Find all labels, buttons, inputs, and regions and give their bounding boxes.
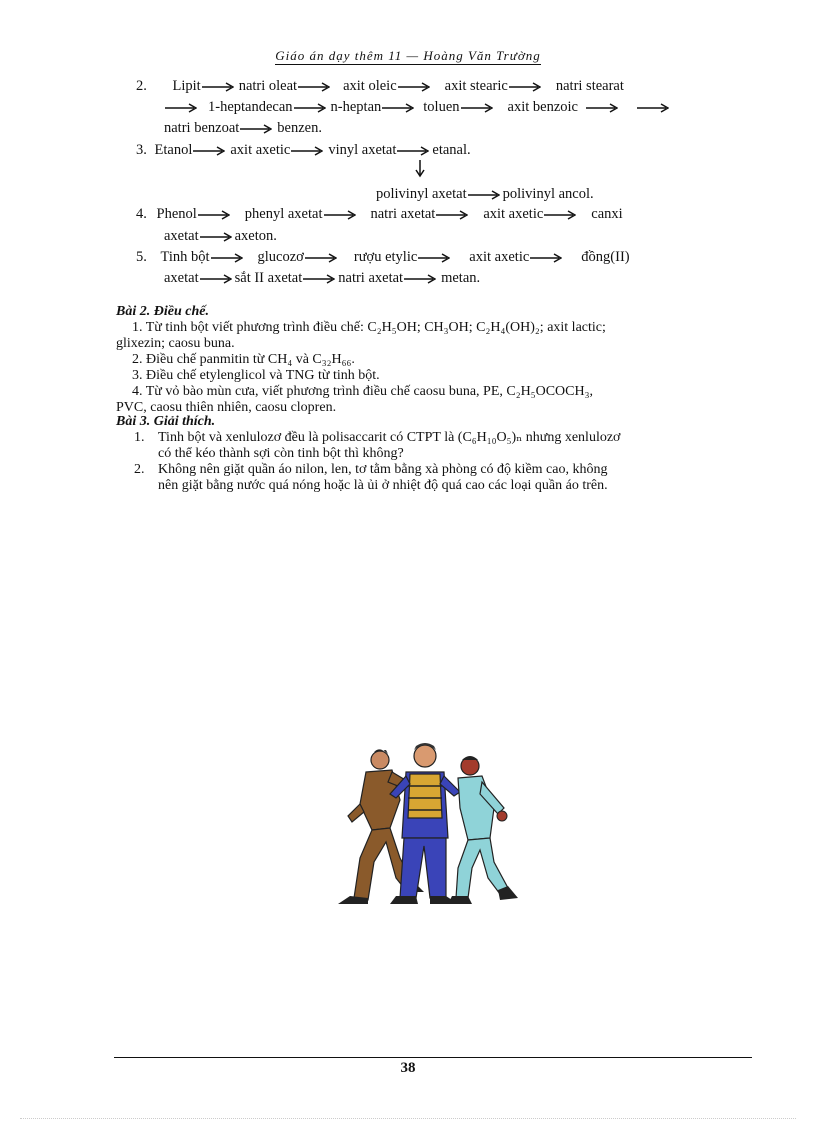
arrow-right-icon [200, 232, 232, 242]
arrow-right-icon [303, 274, 335, 284]
arrow-right-icon [436, 210, 468, 220]
bai3-item-2-number: 2. [134, 462, 145, 477]
bai2-item-1-cont: glixezin; caosu buna. [116, 336, 235, 351]
arrow-right-icon [298, 82, 330, 92]
bai3-item-2: Không nên giặt quần áo nilon, len, tơ tằm bằng xà phòng có độ kiềm cao, không [158, 462, 608, 477]
arrow-right-icon [418, 253, 450, 263]
arrow-right-icon [193, 146, 225, 156]
bai3-item-1-cont: có thể kéo thành sợi còn tinh bột thì không? [158, 446, 404, 461]
arrow-right-icon [294, 103, 326, 113]
arrow-right-icon [461, 103, 493, 113]
three-businessmen-clipart [330, 738, 520, 908]
item-number: 4. [136, 206, 147, 222]
arrow-right-icon [382, 103, 414, 113]
arrow-right-icon [544, 210, 576, 220]
item-number: 5. [136, 249, 147, 265]
arrow-right-icon [200, 274, 232, 284]
section-title-bai2: Bài 2. Điều chế. [116, 304, 209, 319]
bai2-item-2: 2. Điều chế panmitin từ CH₄ và C₃₂H₆₆. [132, 352, 355, 367]
arrow-right-icon [398, 82, 430, 92]
arrow-right-icon [397, 146, 429, 156]
arrow-down-icon [414, 160, 426, 186]
arrow-right-icon [240, 124, 272, 134]
bai3-item-1-number: 1. [134, 430, 145, 445]
footer-divider [114, 1057, 752, 1058]
item-number: 3. [136, 142, 147, 158]
arrow-right-icon [468, 190, 500, 200]
arrow-right-icon [324, 210, 356, 220]
running-header: Giáo án dạy thêm 11 — Hoàng Văn Trường [275, 48, 541, 63]
arrow-right-icon [291, 146, 323, 156]
arrow-right-icon [530, 253, 562, 263]
arrow-right-icon [404, 274, 436, 284]
arrow-right-icon [586, 103, 618, 113]
arrow-right-icon [509, 82, 541, 92]
arrow-right-icon [198, 210, 230, 220]
arrow-right-icon [202, 82, 234, 92]
arrow-right-icon [211, 253, 243, 263]
bai2-item-4-cont: PVC, caosu thiên nhiên, caosu clopren. [116, 400, 337, 415]
bai3-item-2-cont: nên giặt bằng nước quá nóng hoặc là ủi ở nhiệt độ quá cao các loại quần áo trên. [158, 478, 608, 493]
bai3-item-1: Tinh bột và xenlulozơ đều là polisaccarit có CTPT là (C₆H₁₀O₅)ₙ nhưng xenlulozơ [158, 430, 621, 445]
arrow-right-icon [637, 103, 669, 113]
item-number: 2. [136, 78, 147, 94]
bai2-item-3: 3. Điều chế etylenglicol và TNG từ tinh bột. [132, 368, 380, 383]
page-number: 38 [400, 1060, 416, 1076]
page-edge-dotted-line [20, 1118, 796, 1119]
bai2-item-4: 4. Từ vỏ bào mùn cưa, viết phương trình điều chế caosu buna, PE, C₂H₅OCOCH₃, [132, 384, 593, 399]
section-title-bai3: Bài 3. Giải thích. [116, 414, 216, 429]
right-man-figure [448, 756, 518, 904]
arrow-right-icon [305, 253, 337, 263]
arrow-right-icon [165, 103, 197, 113]
bai2-item-1: 1. Từ tinh bột viết phương trình điều chế: C₂H₅OH; CH₃OH; C₂H₄(OH)₂; axit lactic; [132, 320, 606, 335]
